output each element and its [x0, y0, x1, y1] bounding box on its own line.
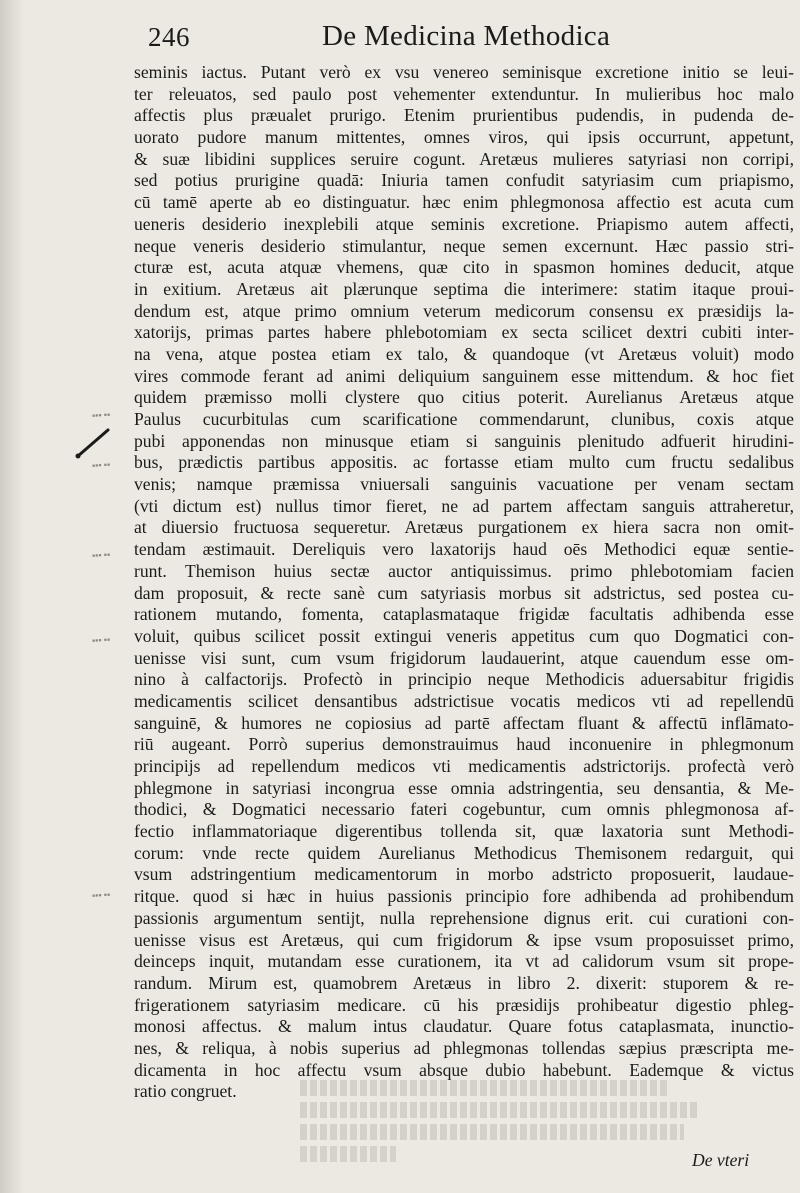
text-line: ratio congruet.: [134, 1081, 237, 1102]
text-line: voluit, quibus scilicet possit extingui veneris appetitus cum quo Dogmatici con-: [134, 625, 794, 646]
page-header: [148, 20, 788, 56]
text-line: runt. Themison huius sectæ auctor antiquissimus. primo phlebotomiam facien: [134, 560, 794, 581]
text-line: fectio inflammatoriaque digerentibus tollenda sit, quæ laxatoria sunt Methodi-: [134, 821, 794, 842]
margin-note: ▪▪▪ ▪▪: [92, 409, 111, 421]
text-line: ritque. quod si hæc in huius passionis principio fore adhibenda ad prohibendum: [134, 886, 794, 907]
text-line: dicamenta in hoc affectu vsum absque dubio habebunt. Eademque & victus: [134, 1059, 794, 1080]
text-line: uenisse visi sunt, cum vsum frigidorum laudauerint, atque cauendum esse om-: [134, 647, 794, 668]
text-line: & suæ libidini supplices seruire cogunt. Aretæus mulieres satyriasi non corripi,: [134, 148, 794, 169]
text-line: nino à calfactorijs. Profectò in principio neque Methodicis aduersabitur frigidis: [134, 669, 794, 690]
text-line: randum. Mirum est, quamobrem Aretæus in libro 2. dixerit: stuporem & re-: [134, 972, 794, 993]
text-line: xatorijs, primas partes habere phlebotomiam ex secta scilicet dextri cubiti inter-: [134, 322, 794, 343]
text-line: vires commode ferant ad animi deliquium sanguinem esse mittendum. & hoc fiet: [134, 365, 794, 386]
text-line: medicamentis scilicet densantibus adstrictisue vocatis medicos vti ad repellendū: [134, 690, 794, 711]
text-line: quidem præmisso molli clystere quo citius poterit. Aurelianus Aretæus atque: [134, 387, 794, 408]
text-line: passionis argumentum sentijt, nulla reprehensione dignus erit. cui curationi con-: [134, 907, 794, 928]
page-number: 246: [148, 22, 190, 52]
text-line: frigerationem satyriasim medicare. cū his præsidijs prohibeatur digestio phleg-: [134, 994, 794, 1015]
body-text: [134, 62, 794, 1103]
text-line: at diuersio fructuosa sequeretur. Aretæus purgationem ex hiera sacra non omit-: [134, 517, 794, 538]
margin-note: ▪▪▪ ▪▪: [92, 459, 111, 471]
text-line: rationem mutando, fomenta, cataplasmataque frigidæ facultatis adhibenda esse: [134, 604, 794, 625]
margin-note: ▪▪▪ ▪▪: [92, 889, 111, 901]
show-through-text: [300, 1080, 700, 1170]
text-line: dendum est, atque primo omnium veterum medicorum consensu ex præsidijs la-: [134, 300, 794, 321]
text-line: sanguinē, & humores ne copiosius ad partē affectam fluant & affectū inflāmato-: [134, 712, 794, 733]
text-line: (vti dictum est) nullus timor fieret, ne ad partem affectam sanguis attraheretur,: [134, 495, 794, 516]
text-line: ter releuatos, sed paulo post vehementer extenduntur. In mulieribus hoc malo: [134, 83, 794, 104]
text-line: cturæ est, acuta atquæ vhemens, quæ cito in spasmon homines deducit, atque: [134, 257, 794, 278]
page-gutter-shadow: [0, 0, 24, 1193]
text-line: cū tamē aperte ab eo distinguatur. hæc enim phlegmonosa affectio est acuta cum: [134, 192, 794, 213]
text-line: corum: vnde recte quidem Aurelianus Methodicus Themisonem redarguit, qui: [134, 842, 794, 863]
text-line: deinceps inquit, mutandam esse curationem, ita vt ad calidorum vsum sit prope-: [134, 951, 794, 972]
text-line: uorato pudore manum mittentes, omnes viros, qui ipsis occurrunt, appetunt,: [134, 127, 794, 148]
text-line: Paulus cucurbitulas cum scarificatione commendarunt, clunibus, coxis atque: [134, 409, 794, 429]
text-line: tendam æstimauit. Dereliquis vero laxatorijs haud oēs Methodici equæ sentie-: [134, 539, 794, 560]
running-title: De Medicina Methodica: [322, 20, 611, 52]
text-line: na vena, atque postea etiam ex talo, & quandoque (vt Aretæus voluit) modo: [134, 343, 794, 364]
text-line: riū augeant. Porrò superius demonstrauimus haud inconuenire in phlegmonum: [134, 734, 794, 755]
text-line: pubi apponendas non minusque etiam si sanguinis plenitudo adfuerit hirudini-: [134, 430, 794, 451]
text-line: monosi affectus. & malum intus claudatur. Quare fotus cataplasmata, inunctio-: [134, 1016, 794, 1037]
text-line: venis; namque præmissa vniuersali sanguinis vacuatione per venam sectam: [134, 474, 794, 495]
text-line: ueneris desiderio inexplebili atque seminis excretione. Priapismo autem affecti,: [134, 213, 794, 234]
text-line: neque veneris desiderio stimulantur, neque semen excernunt. Hæc passio stri-: [134, 235, 794, 256]
catchword: De vteri: [692, 1150, 750, 1170]
text-line: vsum adstringentium medicamentorum in morbo adstricto proposuerit, laudaue-: [134, 864, 794, 885]
text-line: principijs ad repellendum medicos vti medicamentis adstrictorijs. profectà verò: [134, 756, 794, 776]
text-line: uenisse visus est Aretæus, qui cum frigidorum & ipse vsum proposuisset primo,: [134, 929, 794, 950]
text-line: dam proposuit, & recte sanè cum satyriasis morbus sit adstrictus, sed postea cu-: [134, 582, 794, 603]
ink-pen-mark: [70, 422, 114, 466]
text-line: bus, prædictis partibus appositis. ac fortasse etiam multo cum fructu sedalibus: [134, 452, 794, 473]
text-line: thodici, & Dogmatici necessario fateri cogebuntur, cum omnis phlegmonosa af-: [134, 799, 794, 820]
margin-note: ▪▪▪ ▪▪: [92, 634, 111, 646]
text-line: seminis iactus. Putant verò ex vsu venereo seminisque excretione initio se leui-: [134, 62, 794, 82]
text-line: in exitium. Aretæus ait plærunque septima die interimere: statim itaque prouі-: [134, 278, 794, 299]
text-line: affectis plus præualet prurigo. Etenim prurientibus pudendis, in pudenda de-: [134, 105, 794, 126]
text-line: phlegmone in satyriasi incongrua esse omnia adstringentia, seu densantia, & Me-: [134, 777, 794, 798]
text-line: sed potius prurigine quadā: Iniuria tamen confudit satyriasim cum priapismo,: [134, 170, 794, 191]
faded-margin-notes: [92, 400, 122, 1100]
text-line: nes, & reliqua, à nobis superius ad phlegmonas tollendas sæpius præscripta me-: [134, 1037, 794, 1058]
margin-note: ▪▪▪ ▪▪: [92, 549, 111, 561]
